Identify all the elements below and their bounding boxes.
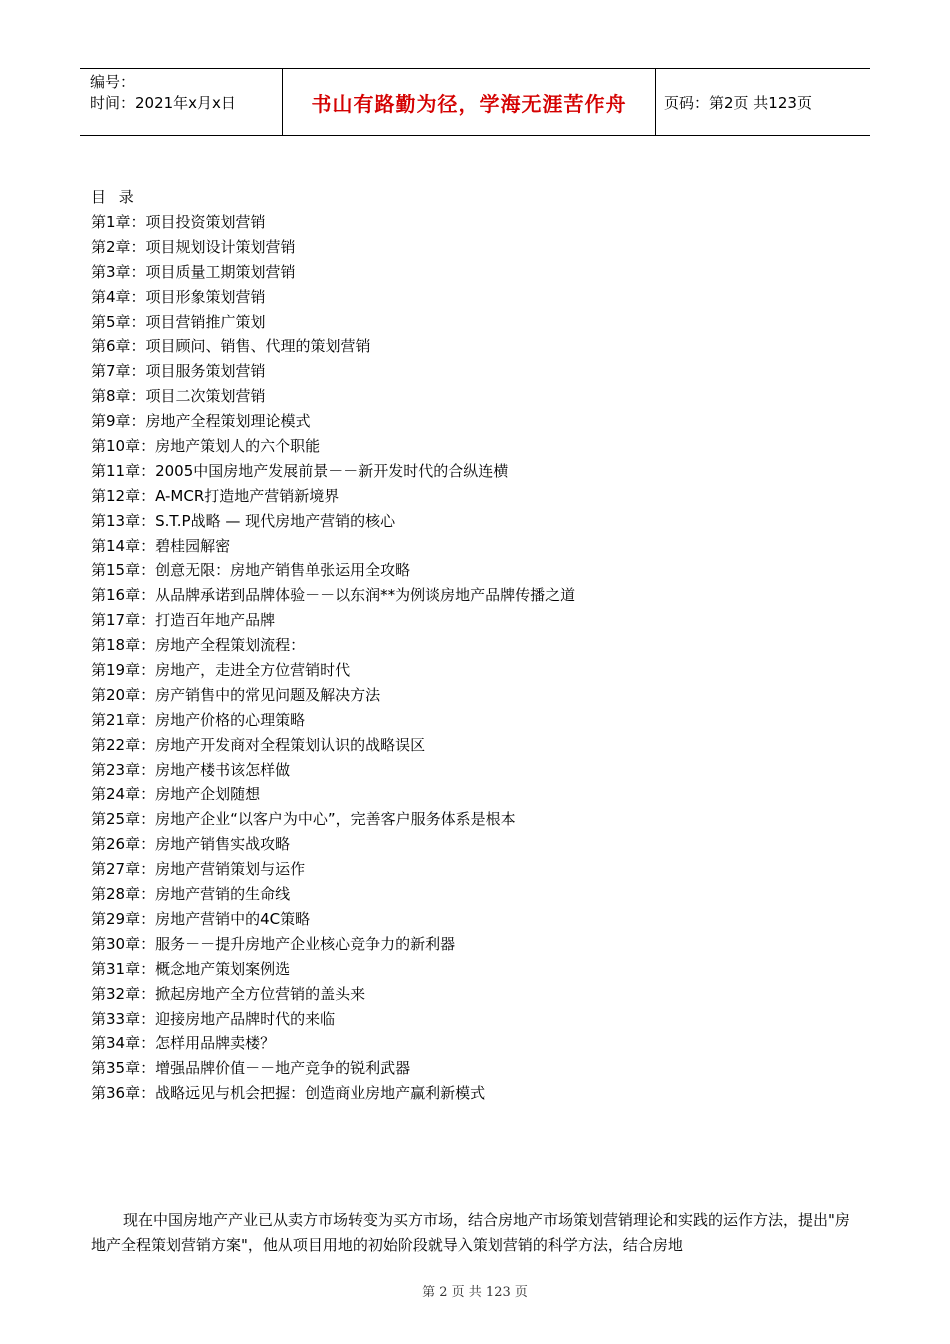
toc-item: 第28章：房地产营销的生命线: [91, 885, 291, 904]
header-meta: [80, 69, 282, 135]
toc-item: 第16章：从品牌承诺到品牌体验－－以东润**为例谈房地产品牌传播之道: [91, 586, 576, 605]
toc-item: 第2章：项目规划设计策划营销: [91, 237, 296, 256]
toc-item: 第6章：项目顾问、销售、代理的策划营销: [91, 337, 371, 356]
header-motto: 书山有路勤为径，学海无涯苦作舟: [282, 69, 656, 135]
document-date: 时间：2021年x月x日: [90, 94, 236, 112]
document-number-label: 编号：: [90, 73, 136, 91]
toc-item: 第29章：房地产营销中的4C策略: [91, 909, 311, 928]
toc-item: 第31章：概念地产策划案例选: [91, 959, 291, 978]
toc-item: 第5章：项目营销推广策划: [91, 312, 266, 331]
toc-item: 第36章：战略远见与机会把握：创造商业房地产赢利新模式: [91, 1084, 486, 1103]
header-table: [80, 68, 870, 136]
toc-item: 第4章：项目形象策划营销: [91, 287, 266, 306]
toc-item: 第27章：房地产营销策划与运作: [91, 860, 306, 879]
toc-item: 第35章：增强品牌价值－－地产竞争的锐利武器: [91, 1059, 411, 1078]
toc-item: 第3章：项目质量工期策划营销: [91, 262, 296, 281]
toc-item: 第8章：项目二次策划营销: [91, 387, 266, 406]
toc-item: 第15章：创意无限：房地产销售单张运用全攻略: [91, 561, 411, 580]
toc-item: 第30章：服务－－提升房地产企业核心竞争力的新利器: [91, 934, 456, 953]
toc-item: 第10章：房地产策划人的六个职能: [91, 437, 321, 456]
toc-item: 第1章：项目投资策划营销: [91, 213, 266, 231]
toc-item: 第20章：房产销售中的常见问题及解决方法: [91, 685, 381, 704]
toc-item: 第33章：迎接房地产品牌时代的来临: [91, 1009, 336, 1028]
toc-item: 第21章：房地产价格的心理策略: [91, 710, 306, 729]
toc-item: 第14章：碧桂园解密: [91, 536, 231, 555]
table-of-contents: [91, 185, 871, 1106]
body-paragraph: 现在中国房地产产业已从卖方市场转变为买方市场，结合房地产市场策划营销理论和实践的运作方法，提出"房地产全程策划营销方案"，他从项目用地的初始阶段就导入策划营销的科学方法，结合房地: [91, 1211, 850, 1254]
header-page-info: 页码：第2页 共123页: [664, 93, 812, 112]
toc-item: 第13章：S.T.P战略 — 现代房地产营销的核心: [91, 511, 396, 530]
toc-item: 第17章：打造百年地产品牌: [91, 611, 276, 630]
toc-item: 第26章：房地产销售实战攻略: [91, 835, 291, 854]
toc-item: 第34章：怎样用品牌卖楼？: [91, 1034, 276, 1053]
toc-item: 第24章：房地产企划随想: [91, 785, 261, 804]
toc-item: 第25章：房地产企业“以客户为中心”，完善客户服务体系是根本: [91, 810, 516, 829]
toc-item: 第12章：A-MCR打造地产营销新境界: [91, 486, 340, 505]
toc-item: 第32章：掀起房地产全方位营销的盖头来: [91, 984, 366, 1003]
toc-item: 第7章：项目服务策划营销: [91, 362, 266, 381]
toc-item: 第23章：房地产楼书该怎样做: [91, 760, 291, 779]
toc-item: 第11章：2005中国房地产发展前景－－新开发时代的合纵连横: [91, 461, 509, 480]
toc-list: [91, 210, 871, 1106]
toc-item: 第9章：房地产全程策划理论模式: [91, 412, 311, 431]
toc-item: 第19章：房地产，走进全方位营销时代: [91, 661, 351, 680]
toc-title: 目 录: [91, 188, 138, 206]
toc-item: 第22章：房地产开发商对全程策划认识的战略误区: [91, 735, 426, 754]
page-footer: 第 2 页 共 123 页: [422, 1285, 528, 1300]
toc-item: 第18章：房地产全程策划流程：: [91, 636, 306, 655]
